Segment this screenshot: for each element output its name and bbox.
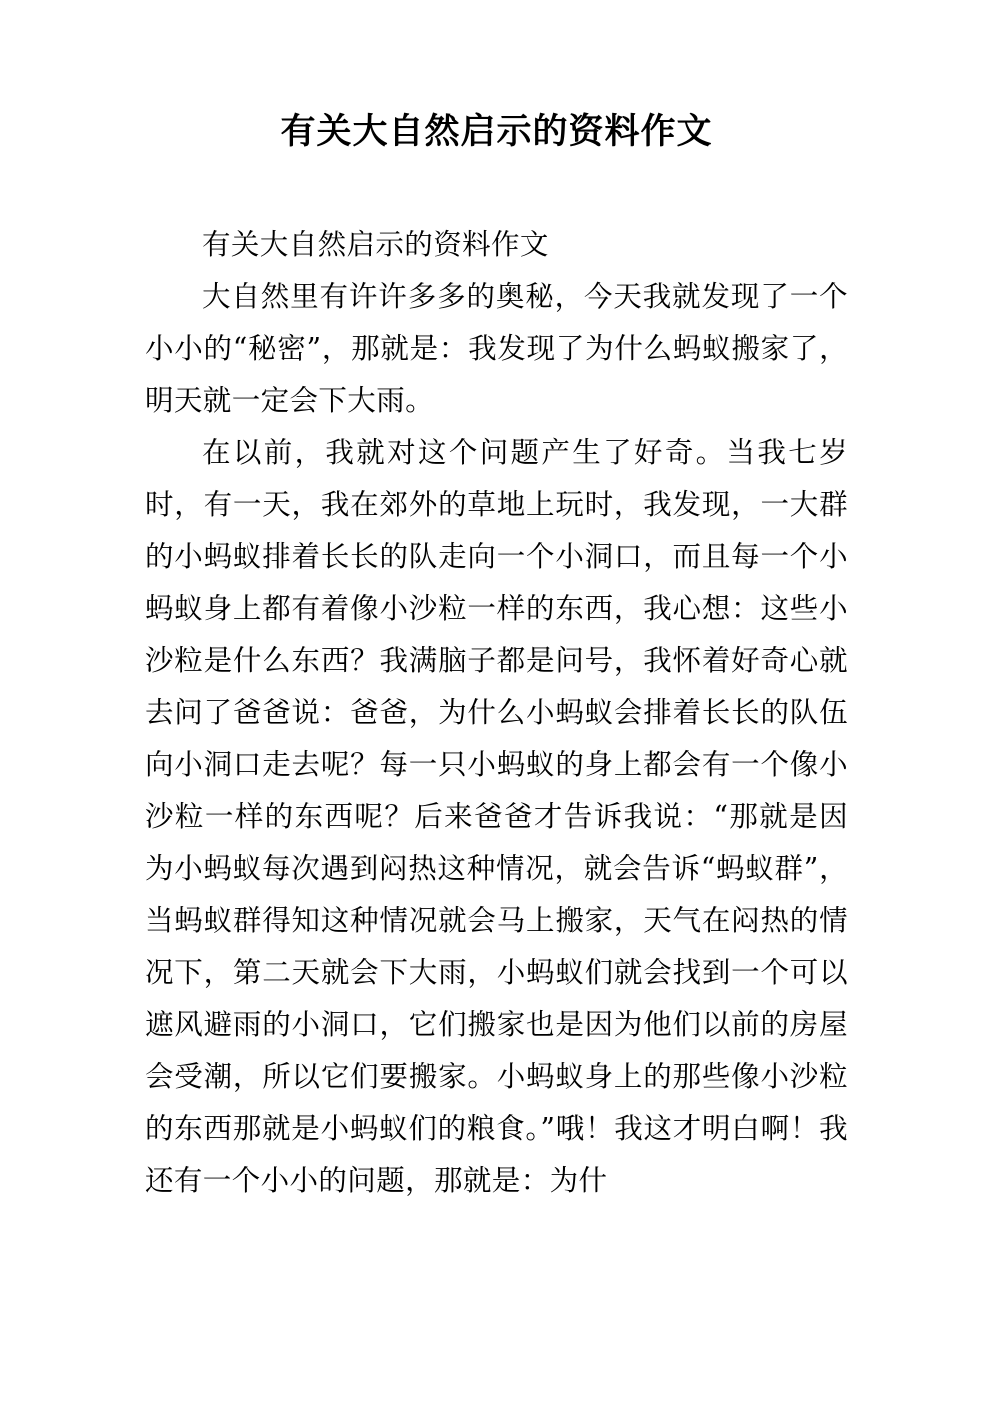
paragraph-3: 在以前，我就对这个问题产生了好奇。当我七岁时，有一天，我在郊外的草地上玩时，我发现，一大群的小蚂蚁排着长长的队走向一个小洞口，而且每一个小蚂蚁身上都有着像小沙粒一样的东西，我心想：这些小沙粒是什么东西？我满脑子都是问号，我怀着好奇心就去问了爸爸说：爸爸，为什么小蚂蚁会排着长长的队伍向小洞口走去呢？每一只小蚂蚁的身上都会有一个像小沙粒一样的东西呢？后来爸爸才告诉我说：“那就是因为小蚂蚁每次遇到闷热这种情况，就会告诉“蚂蚁群”，当蚂蚁群得知这种情况就会马上搬家，天气在闷热的情况下，第二天就会下大雨，小蚂蚁们就会找到一个可以遮风避雨的小洞口，它们搬家也是因为他们以前的房屋会受潮，所以它们要搬家。小蚂蚁身上的那些像小沙粒的东西那就是小蚂蚁们的粮食。”哦！我这才明白啊！我还有一个小小的问题，那就是：为什 xyxy=(145,436,848,1197)
document-body xyxy=(145,219,848,1207)
page-title: 有关大自然启示的资料作文 xyxy=(280,112,713,152)
paragraph-2: 大自然里有许许多多的奥秘，今天我就发现了一个小小的“秘密”，那就是：我发现了为什么蚂蚁搬家了，明天就一定会下大雨。 xyxy=(145,280,848,417)
paragraph-1: 有关大自然启示的资料作文 xyxy=(202,228,549,261)
